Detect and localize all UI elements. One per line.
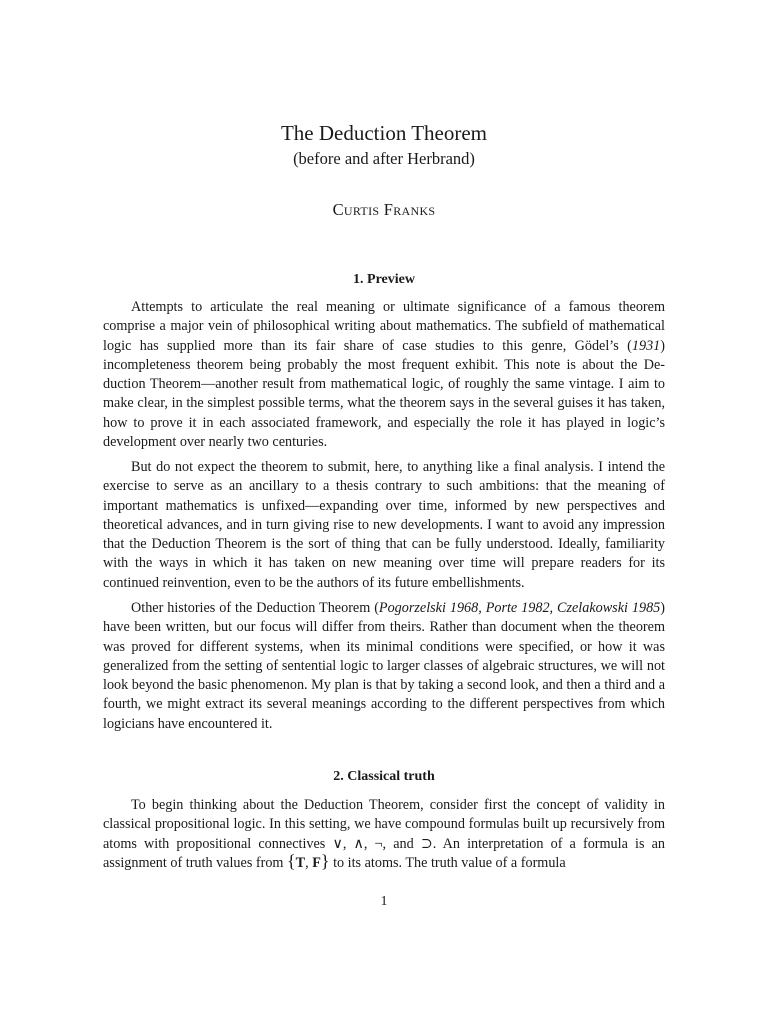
set-separator: , [305, 854, 313, 871]
body-paragraph [103, 458, 665, 593]
paper-author: Curtis Franks [332, 200, 436, 219]
set-open-brace: { [287, 850, 296, 871]
citation-link[interactable]: 1931 [631, 337, 661, 354]
paragraph-text: ) have been written, but our focus will differ from theirs. Rather than document when the theorem was proved for different systems, when its minimal conditions were specified, or how it was generalized from the setting of sentential logic to larger classes of algebraic structures, we will not look beyond the basic phenomenon. My plan is that by taking a second look, and then a third and a fourth, we might extract its several meanings according to the different perspectives from which logicians have encountered it. [103, 600, 665, 732]
body-paragraph [103, 796, 665, 873]
paragraph-text: to its atoms. The truth value of a formula [329, 854, 566, 871]
section-heading-preview: 1. Preview [353, 272, 415, 287]
paragraph-text: Attempts to articulate the real meaning or ultimate significance of a famous theorem comprise a major vein of philosophical writing about mathematics. The subfield of mathematical logic has supplied more than its fair share of case studies to this genre, Gödel’s ( [103, 299, 665, 354]
paragraph-text: Other histories of the Deduction Theorem ( [131, 600, 379, 616]
paragraph-text: To begin thinking about the Deduction Theorem, consider first the concept of validity in classical propositional logic. In this setting, we have compound formulas built up recursively from atoms with propositional connectives ∨, ∧, ¬, and ⊃. An interpretation of a formula is an assignment of truth values from [103, 797, 665, 871]
paragraph-text: But do not expect the theorem to submit, here, to anything like a final analysis. I intend the exercise to serve as an ancillary to a thesis contrary to such ambitions: that the meaning of important mathematics is unfixed—expanding over time, informed by new perspectives and theoretical advances, and in turn giving rise to new developments. I want to avoid any impression that the Deduction Theorem is the sort of thing that can be fully understood. Ideally, familiarity with the ways in which it has taken on new meaning over time will prepare readers for its continued reinvention, even to be the authors of its future embellishments. [103, 459, 665, 591]
paper-subtitle: (before and after Herbrand) [293, 149, 475, 168]
body-paragraph [103, 298, 665, 452]
set-close-brace: } [320, 850, 330, 871]
citation-link[interactable]: Pogorzelski 1968, Porte 1982, Czelakowski 1985 [378, 600, 661, 616]
paragraph-text: ) incompleteness theorem being probably the most frequent exhibit. This note is about the Deduction Theorem—another result from mathematical logic, of roughly the same vintage. I aim to make clear, in the simplest possible terms, what the theorem says in the several guises it has taken, how to prove it in each associated framework, and especially the role it has played in logic’s development over nearly two centuries. [103, 337, 665, 451]
truth-value-false: F [312, 854, 321, 871]
page-number: 1 [380, 894, 388, 909]
section-heading-classical-truth: 2. Classical truth [333, 769, 435, 784]
body-paragraph [103, 599, 665, 734]
truth-value-true: T [295, 854, 306, 871]
paper-title: The Deduction Theorem [280, 121, 488, 145]
